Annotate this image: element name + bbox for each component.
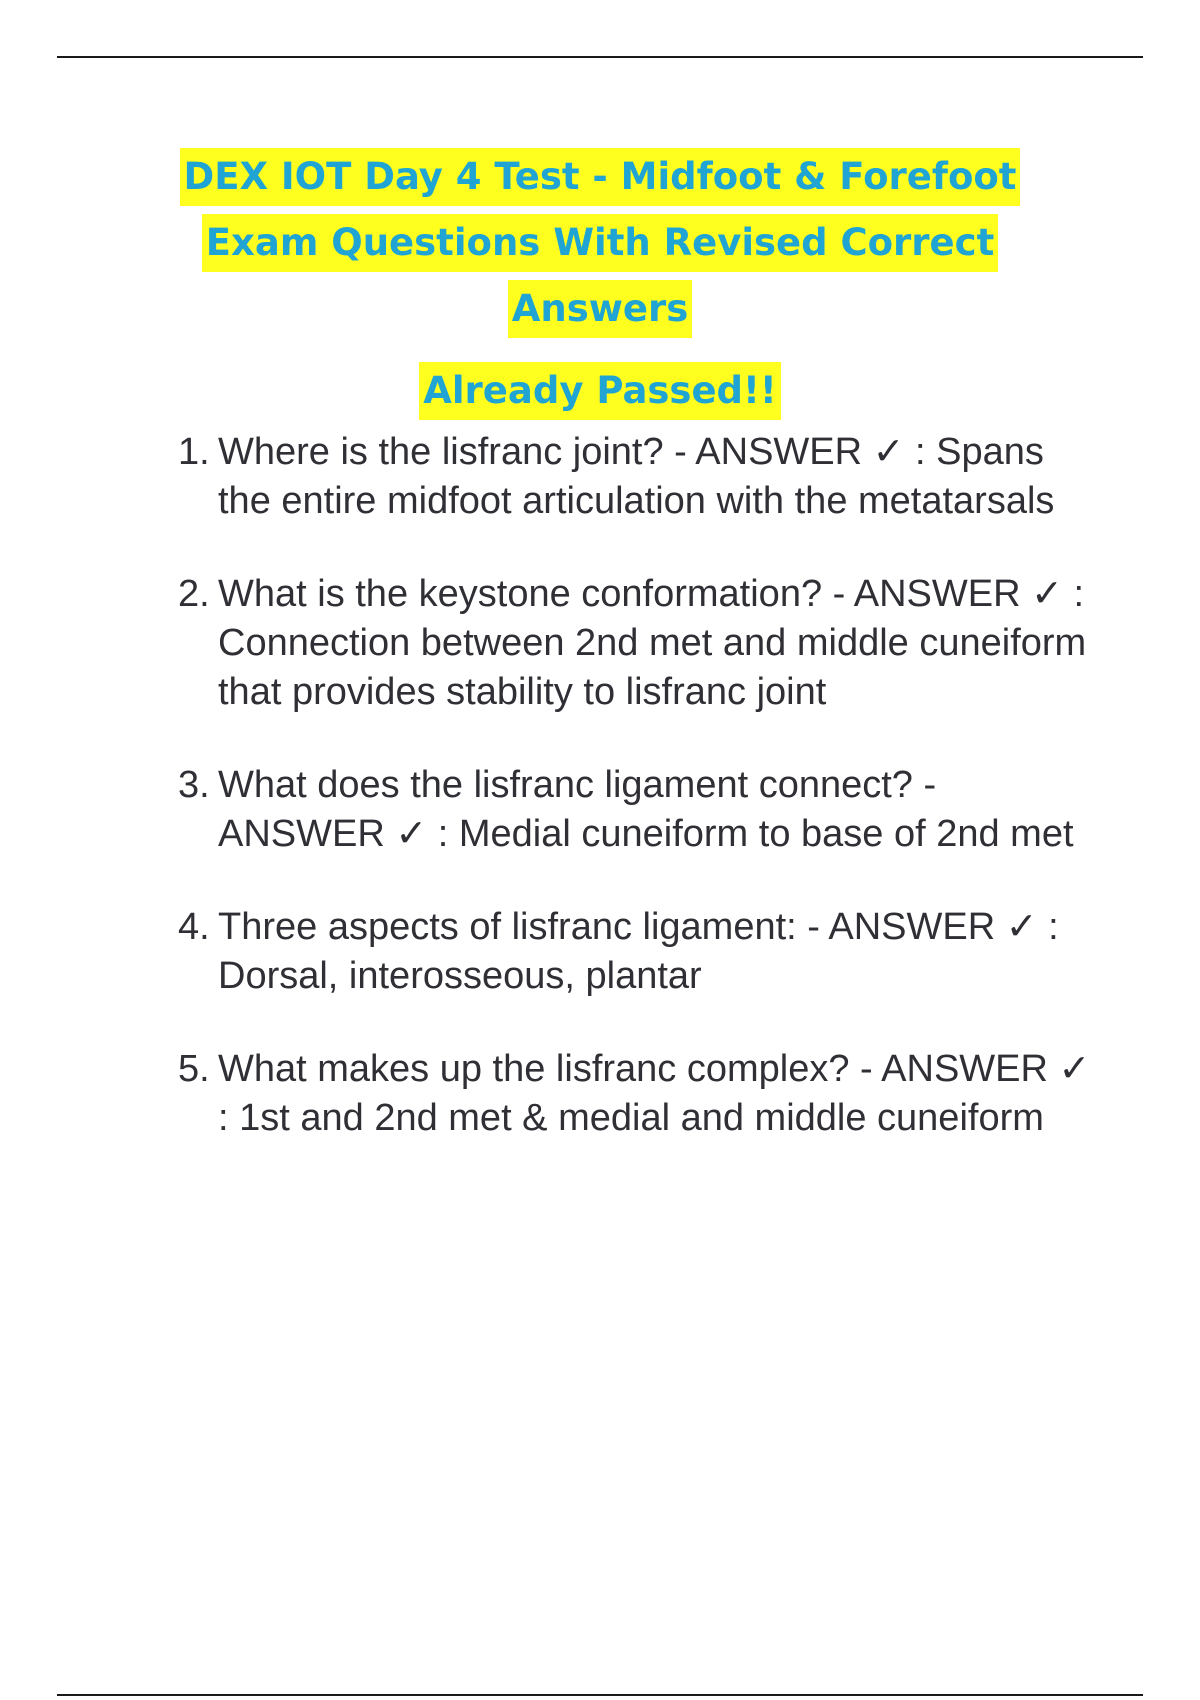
question-item-5 bbox=[178, 1045, 1098, 1143]
status-banner: Already Passed!! bbox=[419, 362, 781, 420]
title-line-2: Exam Questions With Revised Correct bbox=[202, 214, 999, 272]
question-number: 4. bbox=[178, 906, 210, 948]
question-text: What makes up the lisfranc complex? - ANSWER ✓ : 1st and 2nd met & medial and middle cuneiform bbox=[218, 1048, 1091, 1139]
bottom-rule bbox=[57, 1694, 1143, 1696]
question-text: What is the keystone conformation? - ANSWER ✓ : Connection between 2nd met and middle cuneiform that provides stability to lisfranc joint bbox=[218, 573, 1087, 713]
question-item-4 bbox=[178, 903, 1098, 1001]
question-text: Where is the lisfranc joint? - ANSWER ✓ : Spans the entire midfoot articulation with the metatarsals bbox=[218, 431, 1055, 522]
question-number: 1. bbox=[178, 431, 210, 473]
question-item-1 bbox=[178, 428, 1098, 526]
question-number: 2. bbox=[178, 573, 210, 615]
question-text: Three aspects of lisfranc ligament: - ANSWER ✓ : Dorsal, interosseous, plantar bbox=[218, 906, 1059, 997]
question-item-3 bbox=[178, 761, 1098, 859]
title-line-1: DEX IOT Day 4 Test - Midfoot & Forefoot bbox=[180, 148, 1021, 206]
document-title bbox=[120, 148, 1080, 428]
question-text: What does the lisfranc ligament connect? - ANSWER ✓ : Medial cuneiform to base of 2nd met bbox=[218, 764, 1074, 855]
question-number: 3. bbox=[178, 764, 210, 806]
question-number: 5. bbox=[178, 1048, 210, 1090]
title-line-3: Answers bbox=[508, 280, 693, 338]
question-item-2 bbox=[178, 570, 1098, 717]
question-list bbox=[178, 428, 1098, 1187]
top-rule bbox=[57, 56, 1143, 58]
